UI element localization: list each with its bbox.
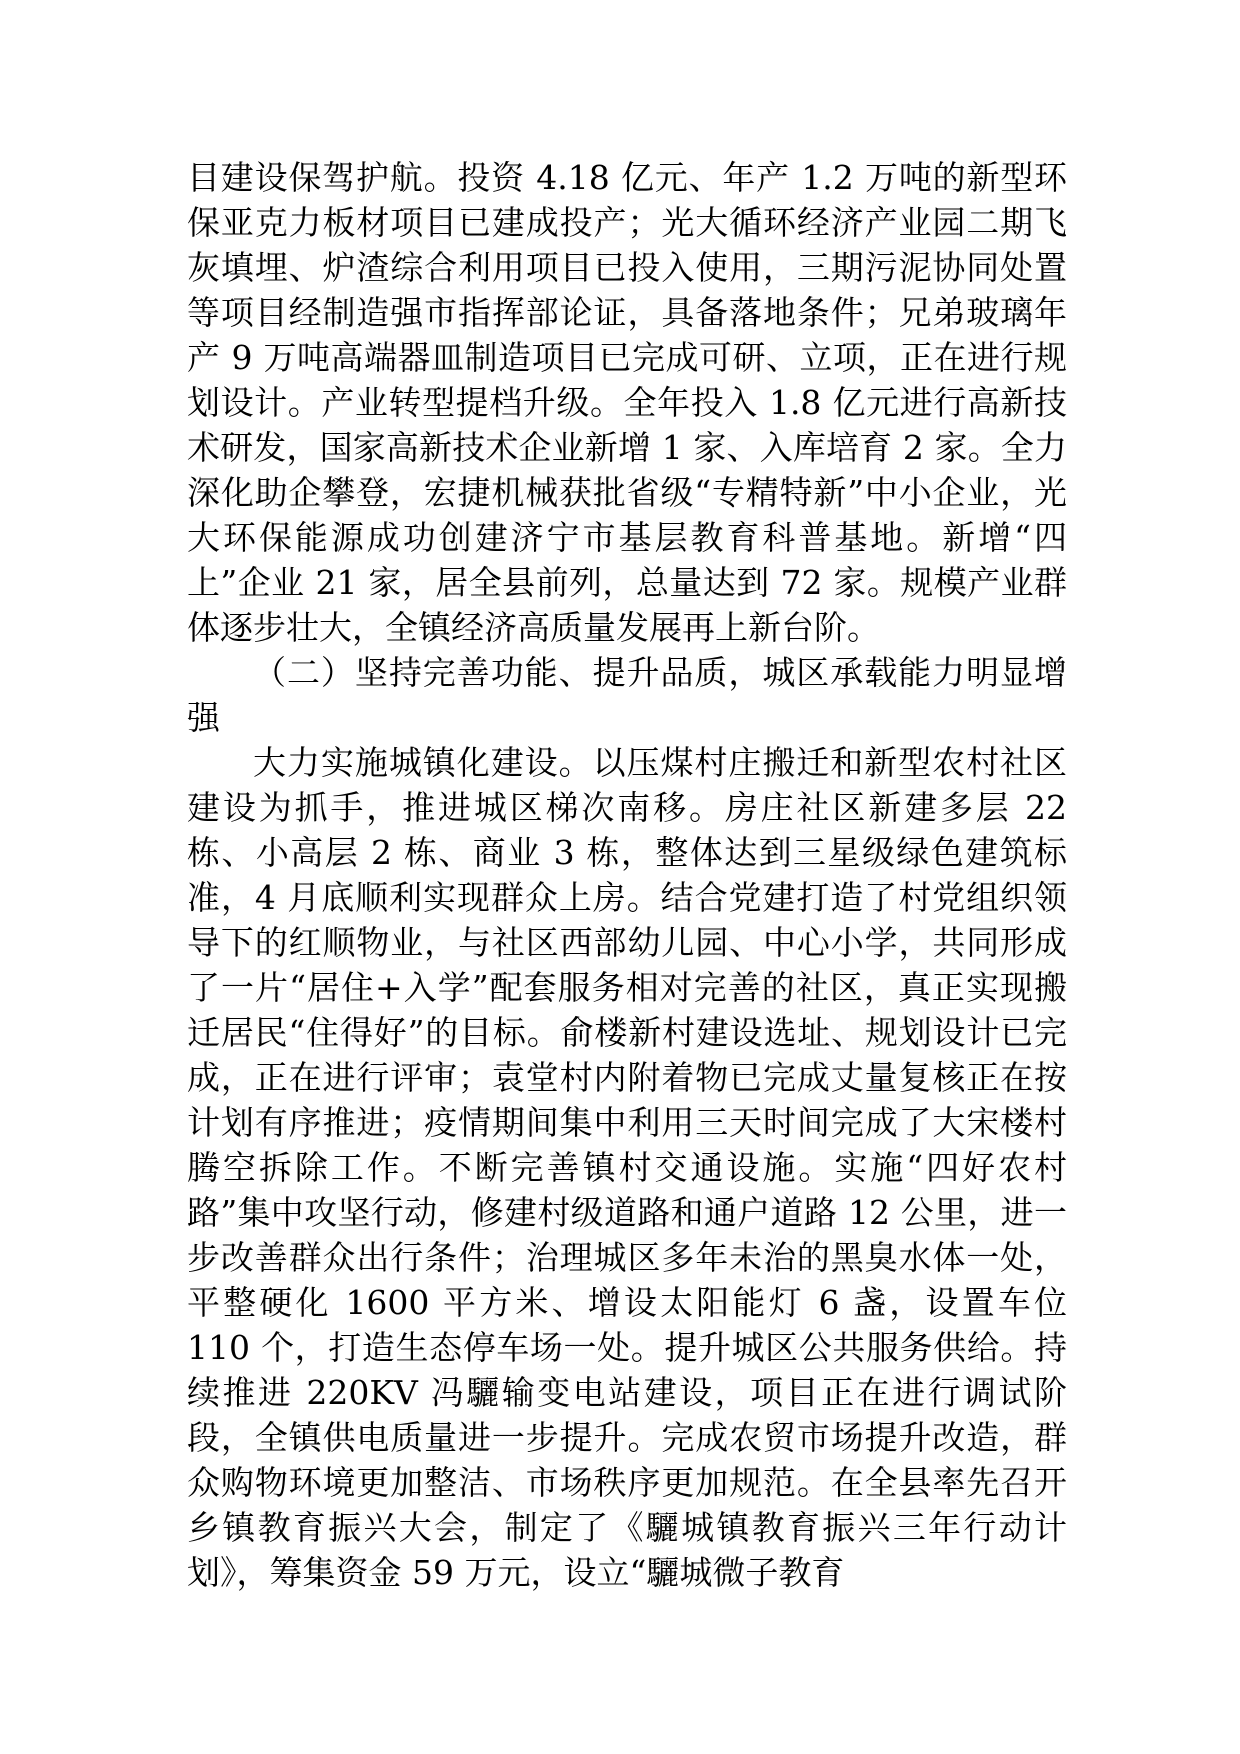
body-paragraph-3: 大力实施城镇化建设。以压煤村庄搬迁和新型农村社区建设为抓手，推进城区梯次南移。房庄社区新建多层 22 栋、小高层 2 栋、商业 3 栋，整体达到三星级绿色建筑标准，4 月底顺利实现群众上房。结合党建打造了村党组织领导下的红顺物业，与社区西部幼儿园、中心小学，共同形成了一片“居住+入学”配套服务相对完善的社区，真正实现搬迁居民“住得好”的目标。俞楼新村建设选址、规划设计已完成，正在进行评审；袁堂村内附着物已完成丈量复核正在按计划有序推进；疫情期间集中利用三天时间完成了大宋楼村腾空拆除工作。不断完善镇村交通设施。实施“四好农村路”集中攻坚行动，修建村级道路和通户道路 12 公里，进一步改善群众出行条件；治理城区多年未治的黑臭水体一处，平整硬化 1600 平方米、增设太阳能灯 6 盏，设置车位 110 个，打造生态停车场一处。提升城区公共服务供给。持续推进 220KV 冯驪输变电站建设，项目正在进行调试阶段，全镇供电质量进一步提升。完成农贸市场提升改造，群众购物环境更加整洁、市场秩序更加规范。在全县率先召开乡镇教育振兴大会，制定了《驪城镇教育振兴三年行动计划》，筹集资金 59 万元，设立“驪城微子教育 (187, 743, 1067, 1592)
body-paragraph-1: 目建设保驾护航。投资 4.18 亿元、年产 1.2 万吨的新型环保亚克力板材项目已建成投产；光大循环经济产业园二期飞灰填埋、炉渣综合利用项目已投入使用，三期污泥协同处置等项目经制造强市指挥部论证，具备落地条件；兄弟玻璃年产 9 万吨高端器皿制造项目已完成可研、立项，正在进行规划设计。产业转型提档升级。全年投入 1.8 亿元进行高新技术研发，国家高新技术企业新增 1 家、入库培育 2 家。全力深化助企攀登，宏捷机械获批省级“专精特新”中小企业，光大环保能源成功创建济宁市基层教育科普基地。新增“四上”企业 21 家，居全县前列，总量达到 72 家。规模产业群体逐步壮大，全镇经济高质量发展再上新台阶。 (187, 158, 1067, 647)
document-page (187, 155, 1067, 1595)
section-heading-2: （二）坚持完善功能、提升品质，城区承载能力明显增强 (187, 653, 1067, 737)
